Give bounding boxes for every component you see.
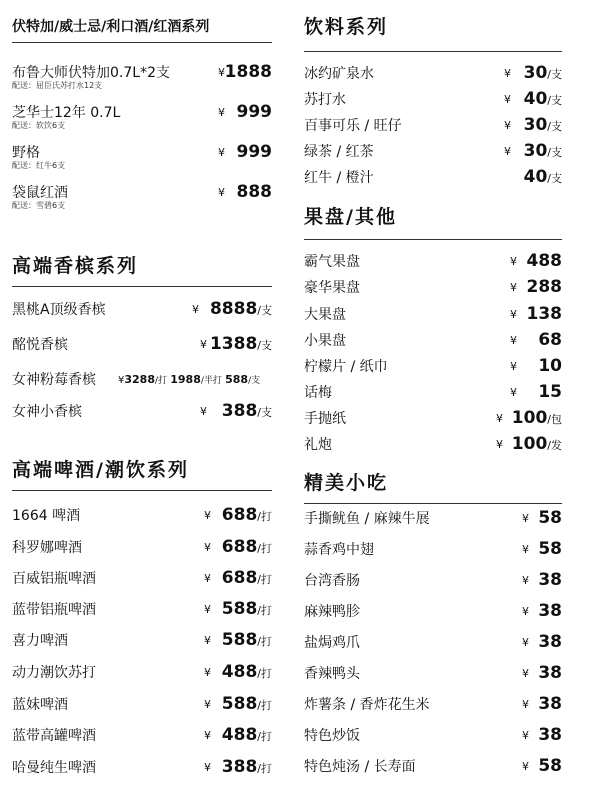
menu-item	[304, 757, 562, 783]
item-price: 588/打	[221, 694, 272, 714]
item-name: 礼炮	[304, 437, 332, 453]
fruit-section	[304, 202, 562, 240]
section-title-fruit: 果盘/其他	[304, 206, 397, 228]
yen-symbol: ¥	[218, 146, 225, 159]
menu-item	[12, 143, 272, 169]
item-price: 58	[538, 508, 562, 528]
yen-symbol: ¥	[218, 66, 225, 79]
yen-symbol: ¥	[510, 360, 517, 373]
yen-symbol: ¥	[200, 405, 207, 418]
item-price: 1388/支	[209, 334, 272, 354]
menu-item	[12, 183, 272, 209]
item-price: 68	[538, 330, 562, 350]
item-name: 百威铝瓶啤酒	[12, 571, 96, 587]
section-divider	[304, 239, 562, 240]
menu-item	[304, 305, 562, 331]
item-price: 100/包	[511, 408, 562, 428]
section-title-drinks: 饮料系列	[304, 16, 389, 38]
menu-item	[12, 402, 272, 428]
item-name: 冰约矿泉水	[304, 66, 374, 82]
yen-symbol: ¥	[522, 636, 529, 649]
item-price: 8888/支	[209, 299, 272, 319]
spirits-section	[12, 16, 272, 43]
item-price: 138	[526, 304, 562, 324]
item-price: 38	[538, 725, 562, 745]
item-name: 话梅	[304, 385, 332, 401]
yen-symbol: ¥	[192, 303, 199, 316]
item-price: 10	[538, 356, 562, 376]
menu-item	[304, 571, 562, 597]
menu-item	[304, 357, 562, 383]
yen-symbol: ¥	[204, 698, 211, 711]
item-price: 38	[538, 663, 562, 683]
menu-item	[304, 116, 562, 142]
yen-symbol: ¥	[510, 255, 517, 268]
item-name: 袋鼠红酒	[12, 185, 68, 201]
menu-item	[304, 90, 562, 116]
menu-item	[12, 758, 272, 784]
item-price: 30/支	[523, 141, 562, 161]
item-name: 苏打水	[304, 92, 346, 108]
menu-item	[304, 509, 562, 535]
menu-item	[12, 300, 272, 326]
item-name: 喜力啤酒	[12, 633, 68, 649]
item-name: 小果盘	[304, 333, 346, 349]
menu-item	[304, 383, 562, 409]
item-name: 绿茶 / 红茶	[304, 144, 374, 160]
yen-symbol: ¥	[504, 119, 511, 132]
menu-item	[12, 663, 272, 689]
yen-symbol: ¥	[504, 93, 511, 106]
item-name: 霸气果盘	[304, 254, 360, 270]
item-name: 酩悦香槟	[12, 337, 68, 353]
item-name: 科罗娜啤酒	[12, 540, 82, 556]
item-name: 女神小香槟	[12, 404, 82, 420]
item-price: 688/打	[221, 568, 272, 588]
item-name: 1664 啤酒	[12, 508, 81, 524]
yen-symbol: ¥	[522, 512, 529, 525]
yen-symbol: ¥	[522, 698, 529, 711]
item-name: 红牛 / 橙汁	[304, 170, 374, 186]
item-name: 百事可乐 / 旺仔	[304, 118, 402, 134]
menu-item	[304, 64, 562, 90]
item-price: 40/支	[523, 89, 562, 109]
menu-item	[12, 726, 272, 752]
item-name: 大果盘	[304, 307, 346, 323]
yen-symbol: ¥	[522, 543, 529, 556]
yen-symbol: ¥	[204, 603, 211, 616]
section-divider	[12, 42, 272, 43]
menu-item	[304, 540, 562, 566]
yen-symbol: ¥	[522, 667, 529, 680]
drinks-section	[304, 12, 562, 52]
yen-symbol: ¥	[204, 729, 211, 742]
menu-item	[304, 602, 562, 628]
yen-symbol: ¥	[218, 186, 225, 199]
item-name: 黑桃A顶级香槟	[12, 302, 106, 318]
section-divider	[12, 490, 272, 491]
item-note: 配送：红牛6支	[12, 161, 66, 170]
menu-item	[304, 409, 562, 435]
item-price: 688/打	[221, 505, 272, 525]
yen-symbol: ¥	[522, 605, 529, 618]
menu-item	[12, 695, 272, 721]
item-price: 999	[236, 142, 272, 162]
item-price: 30/支	[523, 63, 562, 83]
menu-item	[12, 506, 272, 532]
item-name: 芝华士12年 0.7L	[12, 105, 121, 121]
yen-symbol: ¥	[204, 541, 211, 554]
yen-symbol: ¥	[200, 338, 207, 351]
item-price: 488/打	[221, 662, 272, 682]
menu-item	[304, 695, 562, 721]
item-name: 哈曼纯生啤酒	[12, 760, 96, 776]
menu-item	[12, 631, 272, 657]
section-title-beer: 高端啤酒/潮饮系列	[12, 459, 189, 481]
item-price: 288	[526, 277, 562, 297]
item-price: 58	[538, 756, 562, 776]
section-divider	[12, 286, 272, 287]
menu-item	[12, 600, 272, 626]
item-price: 1888	[224, 62, 272, 82]
section-divider	[304, 51, 562, 52]
menu-item	[12, 63, 272, 89]
yen-symbol: ¥	[522, 729, 529, 742]
champagne-section	[12, 251, 272, 287]
item-price: 100/发	[511, 434, 562, 454]
item-name: 豪华果盘	[304, 280, 360, 296]
item-name: 女神粉莓香槟	[12, 372, 96, 388]
yen-symbol: ¥	[218, 106, 225, 119]
item-price: 888	[236, 182, 272, 202]
item-price: 38	[538, 694, 562, 714]
menu-item	[304, 664, 562, 690]
yen-symbol: ¥	[510, 281, 517, 294]
menu-item	[12, 335, 272, 361]
item-name: 麻辣鸭胗	[304, 604, 360, 620]
item-note: 配送：软饮6支	[12, 121, 66, 130]
beer-section	[12, 455, 272, 491]
menu-item	[304, 331, 562, 357]
yen-symbol: ¥	[504, 67, 511, 80]
yen-symbol: ¥	[510, 308, 517, 321]
section-title-spirits: 伏特加/威士忌/利口酒/红酒系列	[12, 19, 210, 35]
yen-symbol: ¥	[204, 572, 211, 585]
yen-symbol: ¥	[204, 666, 211, 679]
menu-item	[304, 278, 562, 304]
item-price: 38	[538, 632, 562, 652]
yen-symbol: ¥	[496, 412, 503, 425]
item-name: 香辣鸭头	[304, 666, 360, 682]
menu-item	[12, 538, 272, 564]
menu-item	[304, 435, 562, 461]
section-title-snacks: 精美小吃	[304, 472, 389, 494]
item-note: 配送：雪碧6支	[12, 201, 66, 210]
yen-symbol: ¥	[204, 634, 211, 647]
menu-item	[12, 370, 272, 396]
menu-item	[304, 252, 562, 278]
item-name: 盐焗鸡爪	[304, 635, 360, 651]
item-name: 野格	[12, 145, 40, 161]
item-price: 38	[538, 570, 562, 590]
menu-item	[304, 633, 562, 659]
section-divider	[304, 503, 562, 504]
yen-symbol: ¥	[504, 145, 511, 158]
menu-item	[304, 168, 562, 194]
yen-symbol: ¥	[204, 761, 211, 774]
item-price: 40/支	[523, 167, 562, 187]
item-name: 炸薯条 / 香炸花生米	[304, 697, 430, 713]
item-note: 配送：屈臣氏苏打水12支	[12, 81, 103, 90]
item-name: 蒜香鸡中翅	[304, 542, 374, 558]
item-name: 蓝妹啤酒	[12, 697, 68, 713]
menu-item	[12, 569, 272, 595]
item-name: 特色炒饭	[304, 728, 360, 744]
item-price: 488/打	[221, 725, 272, 745]
item-price-options: ¥3288/打 1988/半打 588/支	[118, 373, 261, 386]
item-price: 488	[526, 251, 562, 271]
item-price: 388/支	[221, 401, 272, 421]
yen-symbol: ¥	[510, 334, 517, 347]
menu-item	[12, 103, 272, 129]
yen-symbol: ¥	[510, 386, 517, 399]
item-name: 蓝带高罐啤酒	[12, 728, 96, 744]
yen-symbol: ¥	[522, 760, 529, 773]
item-name: 柠檬片 / 纸巾	[304, 359, 388, 375]
item-name: 动力潮饮苏打	[12, 665, 96, 681]
item-name: 手抛纸	[304, 411, 346, 427]
yen-symbol: ¥	[204, 509, 211, 522]
yen-symbol: ¥	[496, 438, 503, 451]
item-price: 588/打	[221, 599, 272, 619]
section-title-champagne: 高端香槟系列	[12, 255, 139, 277]
item-name: 特色炖汤 / 长寿面	[304, 759, 416, 775]
item-name: 蓝带铝瓶啤酒	[12, 602, 96, 618]
item-price: 58	[538, 539, 562, 559]
item-price: 588/打	[221, 630, 272, 650]
yen-symbol: ¥	[522, 574, 529, 587]
menu-item	[304, 142, 562, 168]
item-price: 38	[538, 601, 562, 621]
item-name: 布鲁大师伏特加0.7L*2支	[12, 65, 170, 81]
menu-item	[304, 726, 562, 752]
item-price: 30/支	[523, 115, 562, 135]
item-name: 手撕鱿鱼 / 麻辣牛展	[304, 511, 430, 527]
item-price: 688/打	[221, 537, 272, 557]
item-name: 台湾香肠	[304, 573, 360, 589]
item-price: 999	[236, 102, 272, 122]
snacks-section	[304, 468, 562, 504]
item-price: 388/打	[221, 757, 272, 777]
item-price: 15	[538, 382, 562, 402]
